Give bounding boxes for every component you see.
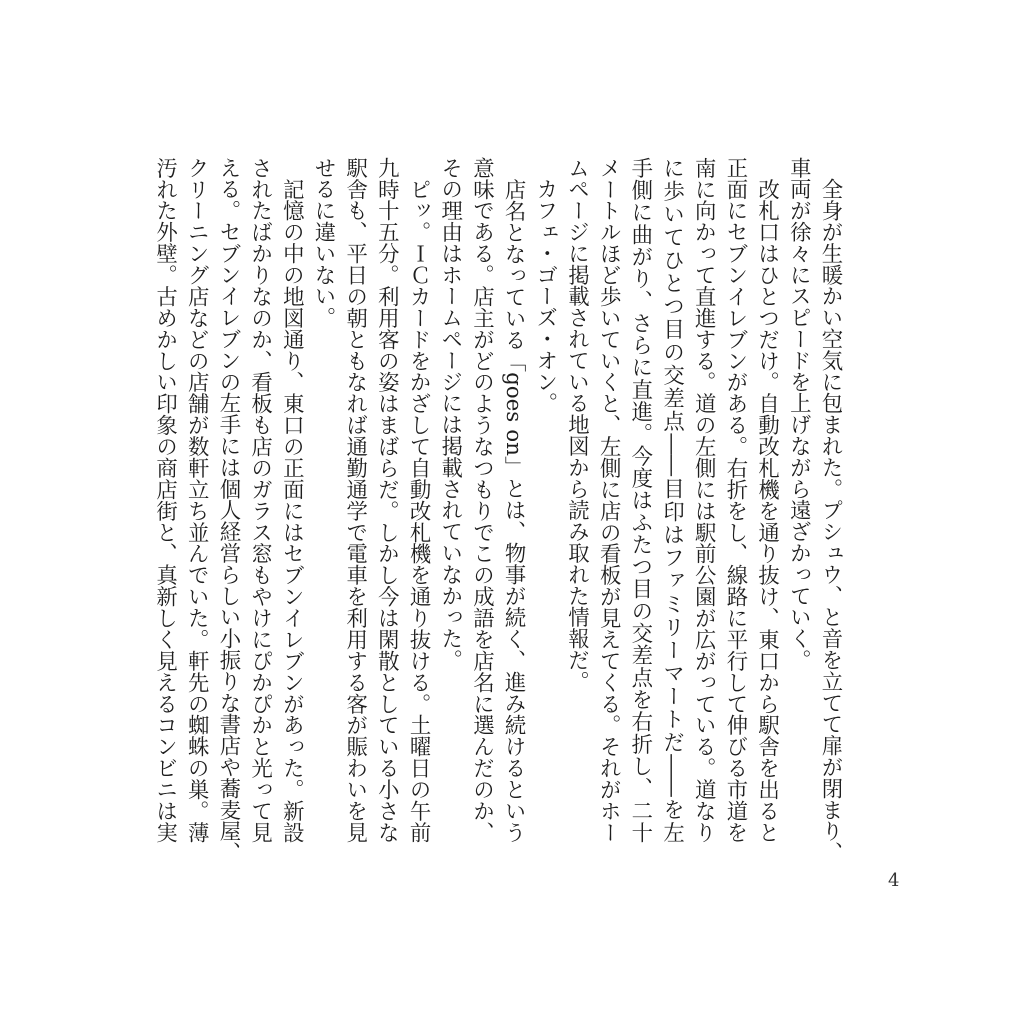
text-line: せるに違いない。 <box>311 157 336 329</box>
text-line: 改札口はひとつだけ。自動改札機を通り抜け、東口から駅舎を出ると <box>754 157 780 843</box>
text-line: 記憶の中の地図通り、東口の正面にはセブンイレブンがあった。新設 <box>279 157 305 843</box>
text-line: 意味である。店主がどのようなつもりでこの成語を店名に選んだのか、 <box>469 157 495 843</box>
paragraph <box>307 157 434 843</box>
text-line: 店名となっている「goes on」とは、物事が続く、進み続けるという <box>501 157 527 843</box>
body-text <box>149 157 846 864</box>
paragraph <box>149 157 307 864</box>
text-line: 駅舎も、平日の朝ともなれば通勤通学で電車を利用する客が賑わいを見 <box>342 157 368 843</box>
text-line: 車両が徐々にスピードを上げながら遠ざかっていく。 <box>786 157 812 671</box>
paragraph <box>434 157 529 843</box>
text-line: メートルほど歩いていくと、左側に店の看板が見えてくる。それがホー <box>596 157 622 843</box>
text-line: 正面にセブンイレブンがある。右折をし、線路に平行して伸びる市道を <box>722 157 748 843</box>
paragraph <box>783 157 846 864</box>
text-line: 手側に曲がり、さらに直進。今度はふたつ目の交差点を右折し、二十 <box>627 157 653 843</box>
text-line: 全身が生暖かい空気に包まれた。プシュウ、と音を立てて扉が閉まり、 <box>818 157 843 864</box>
text-line: 九時十五分。利用客の姿はまばらだ。しかし今は閑散としている小さな <box>374 157 400 843</box>
text-line: ピッ。ＩＣカードをかざして自動改札機を通り抜ける。土曜日の午前 <box>406 157 432 843</box>
paragraph <box>529 157 561 843</box>
text-line: 汚れた外壁。古めかしい印象の商店街と、真新しく見えるコンビニは実 <box>152 157 178 843</box>
text-line: クリーニング店などの店舗が数軒立ち並んでいた。軒先の蜘蛛の巣。薄 <box>184 157 210 843</box>
text-line: その理由はホームページには掲載されていなかった。 <box>437 157 463 671</box>
text-line: に歩いてひとつ目の交差点――目印はファミリーマートだ――を左 <box>659 157 685 843</box>
page-number: 4 <box>888 870 900 891</box>
text-line: されたばかりなのか、看板も店のガラス窓もやけにぴかぴかと光って見 <box>247 157 273 843</box>
text-line: ムページに掲載されている地図から読み取れた情報だ。 <box>564 157 590 692</box>
text-line: える。セブンイレブンの左手には個人経営らしい小振りな書店や蕎麦屋、 <box>215 157 241 864</box>
text-line: カフェ・ゴーズ・オン。 <box>532 157 558 414</box>
paragraph <box>561 157 783 843</box>
text-line: 南に向かって直進する。道の左側には駅前公園が広がっている。道なり <box>691 157 717 843</box>
